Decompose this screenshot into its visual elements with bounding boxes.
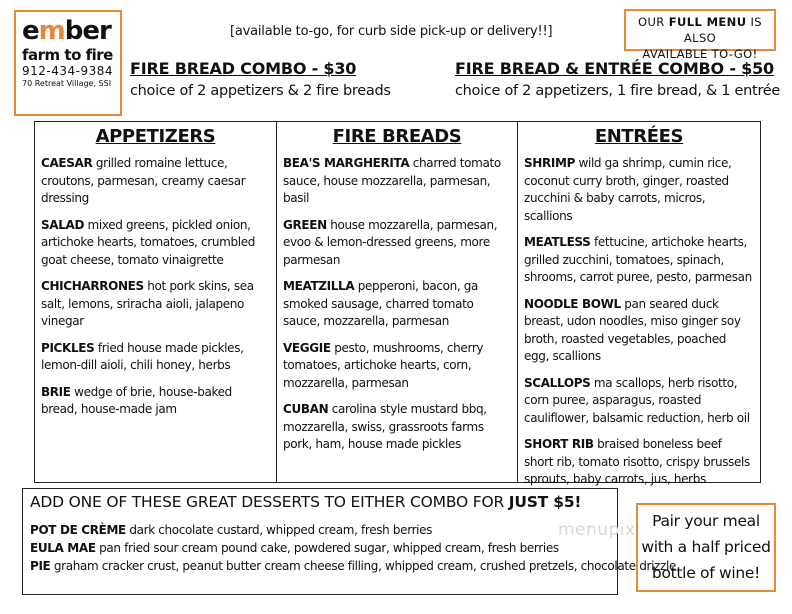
- logo-box: [14, 10, 122, 116]
- menu-item: GREEN house mozzarella, parmesan, evoo & lemon-dressed greens, more parmesan: [283, 217, 498, 267]
- menu-item: SHRIMP wild ga shrimp, cumin rice, coconut curry broth, ginger, roasted zucchini & baby carrots, micros, scallions: [524, 156, 732, 223]
- menu-item: SHORT RIB braised boneless beef short rib, tomato risotto, crispy brussels sprouts, baby carrots, jus, herbs: [524, 437, 750, 486]
- menu-item: PICKLES fried house made pickles, lemon-dill aioli, chili honey, herbs: [41, 340, 244, 372]
- watermark: menupix: [558, 520, 636, 540]
- desserts-heading: ADD ONE OF THESE GREAT DESSERTS TO EITHER COMBO FOR JUST $5!: [30, 493, 582, 511]
- full-menu-note: OUR FULL MENU IS ALSO AVAILABLE TO-GO!: [624, 9, 776, 51]
- logo-tagline: farm to fire: [22, 46, 113, 64]
- dessert-item: POT DE CRÈME dark chocolate custard, whipped cream, fresh berries: [30, 523, 433, 537]
- menu-item: MEATZILLA pepperoni, bacon, ga smoked sausage, charred tomato sauce, mozzarella, parmesan: [283, 279, 479, 328]
- dessert-item: PIE graham cracker crust, peanut butter cream cheese filling, whipped cream, crushed pretzels, chocolate drizzle: [30, 559, 676, 573]
- entrees-column: [517, 122, 760, 486]
- menu-item: SCALLOPS ma scallops, herb risotto, corn puree, asparagus, roasted cauliflower, balsamic reduction, herb oil: [524, 375, 750, 425]
- menu-item: VEGGIE pesto, mushrooms, cherry tomatoes, artichoke hearts, corn, mozzarella, parmesan: [283, 340, 484, 390]
- wine-note: Pair your meal with a half priced bottle of wine!: [636, 503, 776, 592]
- phone-number: 912-434-9384: [22, 64, 114, 78]
- address: 70 Retreat Village, SSI: [22, 79, 112, 88]
- menu-item: SALAD mixed greens, pickled onion, artichoke hearts, tomatoes, crumbled goat cheese, tomato vinaigrette: [41, 217, 256, 267]
- menu-item: CUBAN carolina style mustard bbq, mozzarella, swiss, grassroots farms pork, ham, house made pickles: [283, 402, 487, 451]
- combo-title-fire-bread: FIRE BREAD COMBO - $30: [130, 59, 357, 78]
- desserts-box: [22, 488, 676, 595]
- menu-item: BRIE wedge of brie, house-baked bread, house-made jam: [41, 384, 232, 416]
- menu-item: MEATLESS fettucine, artichoke hearts, grilled zucchini, tomatoes, spinach, shrooms, carrot puree, pesto, parmesan: [524, 235, 752, 284]
- fire-breads-heading: FIRE BREADS: [332, 126, 462, 147]
- appetizers-column: [35, 122, 276, 482]
- combo-title-fire-bread-entree: FIRE BREAD & ENTRÉE COMBO - $50: [455, 59, 774, 78]
- fire-breads-column: [276, 122, 517, 482]
- combo-desc-fire-bread: choice of 2 appetizers & 2 fire breads: [130, 83, 391, 99]
- menu-item: NOODLE BOWL pan seared duck breast, udon noodles, miso ginger soy broth, roasted vegetables, poached egg, scallions: [524, 296, 741, 363]
- menu-item: CHICHARRONES hot pork skins, sea salt, lemons, sriracha aioli, jalapeno vinegar: [41, 279, 254, 328]
- appetizers-heading: APPETIZERS: [95, 126, 216, 147]
- entrees-heading: ENTRÉES: [594, 126, 684, 147]
- dessert-item: EULA MAE pan fried sour cream pound cake, powdered sugar, whipped cream, fresh berries: [30, 541, 559, 555]
- combo-desc-fire-bread-entree: choice of 2 appetizers, 1 fire bread, & 1 entrée: [455, 83, 781, 99]
- menu-table: [34, 121, 761, 486]
- menu-item: BEA'S MARGHERITA charred tomato sauce, house mozzarella, parmesan, basil: [283, 156, 501, 205]
- availability-note: [available to-go, for curb side pick-up or delivery!!]: [230, 24, 553, 39]
- logo-wordmark: ember: [22, 16, 111, 46]
- menu-item: CAESAR grilled romaine lettuce, croutons, parmesan, creamy caesar dressing: [41, 156, 246, 205]
